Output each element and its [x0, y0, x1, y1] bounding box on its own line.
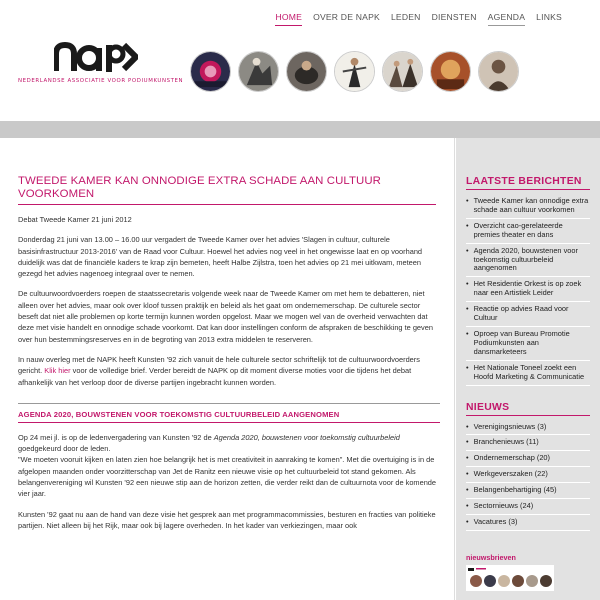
thumbnail-photo-1[interactable] [190, 51, 231, 92]
news-category-label[interactable]: Ondernemerschap (20) [473, 453, 551, 463]
main-content [0, 138, 455, 600]
nav-item-agenda[interactable]: AGENDA [488, 12, 526, 26]
news-category-label[interactable]: Branchenieuws (11) [473, 437, 539, 447]
newsletter-title[interactable]: nieuwsbrieven [466, 552, 516, 562]
napk-logo[interactable] [18, 42, 184, 84]
latest-post-item[interactable] [466, 361, 590, 386]
latest-post-label[interactable]: Oproep van Bureau Promotie Podiumkunsten aan dansmarketeers [473, 328, 570, 356]
article-paragraph-3-before: In nauw overleg met de NAPK heeft Kunsten '92 zich vanuit de hele culturele sector schriftelijk tot de cultuurwoordvoerders gericht. [18, 354, 420, 376]
article-paragraph-2: De cultuurwoordvoerders roepen de staatssecretaris volgende week naar de Tweede Kamer om met hem te debatteren, niet alleen over het advies, maar ook over kloof tussen praktijk en beleid als het gaat om ondernemerschap. De culturele sector beseft dat niet alle problemen op korte termijn kunnen worden opgelost. Maar we mogen wel van de overheid verwachten dat deze met visie handelt en onnodige schade voorkomt. Dat kan door instellingen conform de afspraken de beschikking te geven over hun bestemmingsreserves en in de begroting van 2013 extra middelen te reserveren. [18, 289, 433, 344]
thumbnail-photo-6[interactable] [430, 51, 471, 92]
bullet-icon: • [466, 220, 469, 230]
news-category-item[interactable] [466, 420, 590, 436]
latest-post-item[interactable] [466, 194, 590, 219]
top-navigation [275, 12, 562, 26]
news-category-label[interactable]: Vacatures (3) [473, 516, 518, 526]
bullet-icon: • [466, 362, 469, 372]
latest-post-item[interactable] [466, 302, 590, 327]
article2-p1-italic: Agenda 2020, bouwstenen voor toekomstig cultuurbeleid [213, 432, 400, 442]
bullet-icon: • [466, 485, 469, 495]
article-paragraph-3-after: voor de volledige brief. Verder bereidt de NAPK op dit moment diverse moties voor die tijdens het debat afhankelijk van het verloop door de diverse partijen ingebracht kunnen worden. [18, 366, 412, 387]
photo-strip [190, 51, 519, 92]
latest-post-item[interactable] [466, 327, 590, 361]
nav-item-links[interactable]: LINKS [536, 12, 562, 22]
bullet-icon: • [466, 516, 469, 526]
bullet-icon: • [466, 421, 469, 431]
bullet-icon: • [466, 437, 469, 447]
article-title[interactable]: TWEEDE KAMER KAN ONNODIGE EXTRA SCHADE AAN CULTUUR VOORKOMEN [18, 175, 436, 205]
news-category-item[interactable] [466, 515, 590, 531]
bullet-icon: • [466, 279, 469, 289]
news-category-label[interactable]: Belangenbehartiging (45) [473, 485, 557, 495]
article2-title[interactable]: AGENDA 2020, BOUWSTENEN VOOR TOEKOMSTIG CULTUURBELEID AANGENOMEN [18, 410, 440, 423]
thumbnail-photo-7[interactable] [478, 51, 519, 92]
latest-post-label[interactable]: Reactie op advies Raad voor Cultuur [473, 304, 569, 323]
header-divider-bar [0, 121, 600, 138]
article2-paragraph-1 [18, 432, 440, 455]
bullet-icon: • [466, 304, 469, 314]
bullet-icon: • [466, 196, 469, 205]
latest-post-item[interactable] [466, 277, 590, 302]
nav-item-diensten[interactable]: DIENSTEN [431, 12, 477, 22]
thumbnail-photo-5[interactable] [382, 51, 423, 92]
news-category-label[interactable]: Werkgeverszaken (22) [473, 469, 548, 479]
latest-post-item[interactable] [466, 219, 590, 244]
article-paragraph-3 [18, 354, 440, 388]
latest-post-label[interactable]: Het Residentie Orkest is op zoek naar een Artistiek Leider [473, 279, 582, 298]
latest-post-label[interactable]: Het Nationale Toneel zoekt een Hoofd Marketing & Communicatie [473, 362, 585, 381]
nav-item-home[interactable]: HOME [275, 12, 302, 26]
article2-paragraph-3: Kunsten '92 gaat nu aan de hand van deze visie het gesprek aan met programmacommissies, besturen en fracties van politieke partijen. Niet alleen bij het Rijk, maar ook bij lagere overheden. In het kader van verkiezingen, maar ook [18, 509, 436, 530]
sidebar [456, 138, 600, 600]
news-heading: NIEUWS [466, 402, 590, 416]
news-category-item[interactable] [466, 483, 590, 499]
latest-post-label[interactable]: Overzicht cao-gerelateerde premies theater en dans [473, 220, 563, 239]
latest-post-label[interactable]: Tweede Kamer kan onnodige extra schade aan cultuur voorkomen [473, 196, 589, 214]
news-category-label[interactable]: Sectornieuws (24) [473, 501, 534, 511]
bullet-icon: • [466, 453, 469, 463]
latest-post-label[interactable]: Agenda 2020, bouwstenen voor toekomstig cultuurbeleid aangenomen [473, 245, 578, 273]
thumbnail-photo-2[interactable] [238, 51, 279, 92]
news-category-item[interactable] [466, 451, 590, 467]
news-category-item[interactable] [466, 435, 590, 451]
news-category-label[interactable]: Verenigingsnieuws (3) [473, 421, 547, 431]
thumbnail-photo-4[interactable] [334, 51, 375, 92]
thumbnail-photo-3[interactable] [286, 51, 327, 92]
news-category-item[interactable] [466, 467, 590, 483]
article2-p1-before: Op 24 mei jl. is op de ledenvergadering van Kunsten '92 de [18, 432, 214, 442]
klik-hier-link[interactable]: Klik hier [44, 366, 71, 376]
latest-post-item[interactable] [466, 244, 590, 278]
nav-item-over-de-napk[interactable]: OVER DE NAPK [313, 12, 380, 22]
bullet-icon: • [466, 469, 469, 479]
article-paragraph-1: Donderdag 21 juni van 13.00 – 16.00 uur vergadert de Tweede Kamer over het advies 'Slagen in cultuur, culturele basisinfrastructuur 2013-2016' van de Raad voor Cultuur. Hoewel het advies nog veel in het ongewisse laat en op voorhand duidelijk was dat de financiële kaders te krap zijn bemeten, heeft Halbe Zijlstra, toen het advies op 21 mei uitkwam, meteen gezegd het advies nagenoeg integraal over te nemen. [18, 235, 423, 279]
news-category-item[interactable] [466, 499, 590, 515]
latest-posts-list [466, 194, 590, 386]
article-date: Debat Tweede Kamer 21 juni 2012 [18, 215, 132, 224]
newsletter-banner-image[interactable] [466, 565, 554, 591]
bullet-icon: • [466, 328, 469, 338]
article2-p1-after: goedgekeurd door de leden. [18, 444, 111, 454]
nav-item-leden[interactable]: LEDEN [390, 12, 421, 22]
napk-logo-mark [54, 42, 138, 72]
news-category-list [466, 420, 590, 531]
latest-posts-heading: LAATSTE BERICHTEN [466, 176, 590, 190]
bullet-icon: • [466, 501, 469, 511]
article2-paragraph-2: "We moeten vooruit kijken en laten zien hoe belangrijk het is met creativiteit in aanraking te komen". Met die overtuiging is in de afgelopen maanden onder voorzitterschap van Jet de Ranitz een nieuwe visie op het cultuurbeleid tot stand gekomen. Als belangenvereniging wil Kunsten '92 een nieuwe stip aan de horizon zetten, die verder reikt dan de cultuurnota voor de komende vier jaar. [18, 455, 437, 499]
article-divider [18, 403, 440, 404]
logo-subtitle: NEDERLANDSE ASSOCIATIE VOOR PODIUMKUNSTEN [18, 78, 184, 84]
bullet-icon: • [466, 245, 469, 255]
